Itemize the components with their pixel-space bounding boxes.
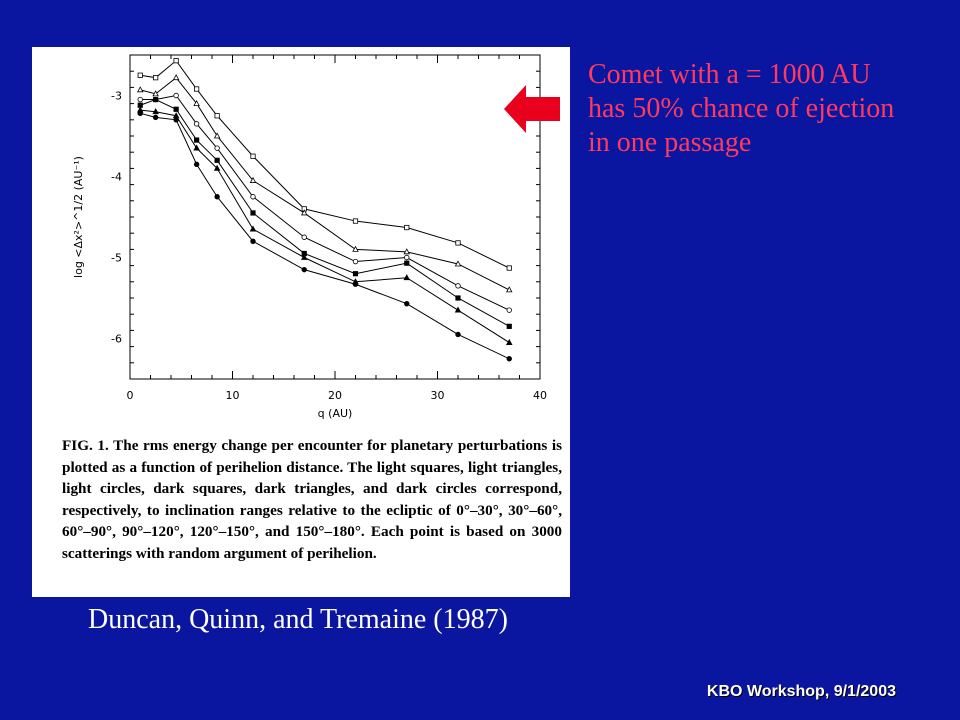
y-tick-label: -3 [111,89,122,103]
y-tick-label: -5 [111,251,122,265]
data-point [405,225,409,229]
y-tick-label: -4 [111,170,122,184]
data-point [456,332,461,337]
data-point [507,340,512,345]
x-axis-label: q (AU) [317,407,353,420]
data-point [507,356,512,361]
data-point [153,115,158,120]
data-point [174,75,179,80]
data-point [215,158,219,162]
data-point [456,296,460,300]
data-point [174,58,178,62]
series-line-dark-triangle [140,110,509,342]
data-point [507,324,511,328]
data-point [215,114,219,118]
data-point [174,107,178,111]
citation: Duncan, Quinn, and Tremaine (1987) [88,604,508,635]
data-point [138,73,142,77]
data-point [353,272,357,276]
series-dark-triangle [138,107,512,344]
data-point [138,87,143,92]
x-tick-label: 0 [126,389,134,402]
plot-frame [130,55,540,379]
footer-text: KBO Workshop, 9/1/2003 [706,683,896,700]
note-line-3: in one passage [588,127,752,158]
data-point [174,93,179,98]
data-point [174,118,179,123]
data-point [250,226,255,231]
data-point [405,261,409,265]
series-line-dark-square [140,100,509,327]
series-light-circle [138,93,512,312]
figure-panel [32,47,570,597]
y-axis-label: log <Δx²>^1/2 (AU⁻¹) [72,156,85,278]
data-point [251,154,255,158]
figure-caption [62,435,562,565]
data-point [353,259,358,264]
left-arrow-icon [504,83,562,135]
data-point [456,284,461,289]
x-tick-label: 30 [430,389,445,402]
data-point [194,122,199,127]
data-point [153,75,157,79]
series-line-light-triangle [140,78,509,290]
data-point [153,97,157,101]
data-point [251,194,256,199]
series-line-light-circle [140,96,509,311]
data-point [507,308,512,313]
series-light-triangle [138,75,512,292]
data-point [138,111,143,116]
data-point [251,239,256,244]
data-point [138,97,143,102]
series-dark-square [138,97,511,328]
data-point [455,307,460,312]
data-point [456,241,460,245]
data-point [194,87,198,91]
caption-text: The rms energy change per encounter for planetary perturbations is plotted as a function of perihelion distance. The light squares, light triangles, light circles, dark squares, dark triangles, and dark circles correspond, respectively, to inclination ranges relative to the ecliptic of 0°–30°, 30°–60°, 60°–90°, 90°–120°, 120°–150°, and 150°–180°. Each point is based on 3000 scatterings with random argument of perihelion. [62,437,562,562]
data-point [302,235,307,240]
data-point [353,282,358,287]
caption-label: FIG. 1. [62,437,109,454]
data-point [194,162,199,167]
note-line-1: Comet with a = 1000 AU [588,59,871,90]
data-point [215,146,220,151]
data-point [353,219,357,223]
note-line-2: has 50% chance of ejection [588,93,895,124]
data-point [215,194,220,199]
data-point [404,255,409,260]
x-tick-label: 10 [225,389,240,402]
data-point [507,266,511,270]
data-point [194,138,198,142]
x-tick-label: 40 [533,389,547,402]
data-point [404,301,409,306]
series-dark-circle [138,111,512,361]
data-point [302,267,307,272]
comet-ejection-note [588,58,958,160]
x-tick-label: 20 [328,389,342,402]
perihelion-energy-chart [32,47,570,427]
data-point [251,211,255,215]
data-point [404,275,409,280]
y-tick-label: -6 [111,332,122,346]
